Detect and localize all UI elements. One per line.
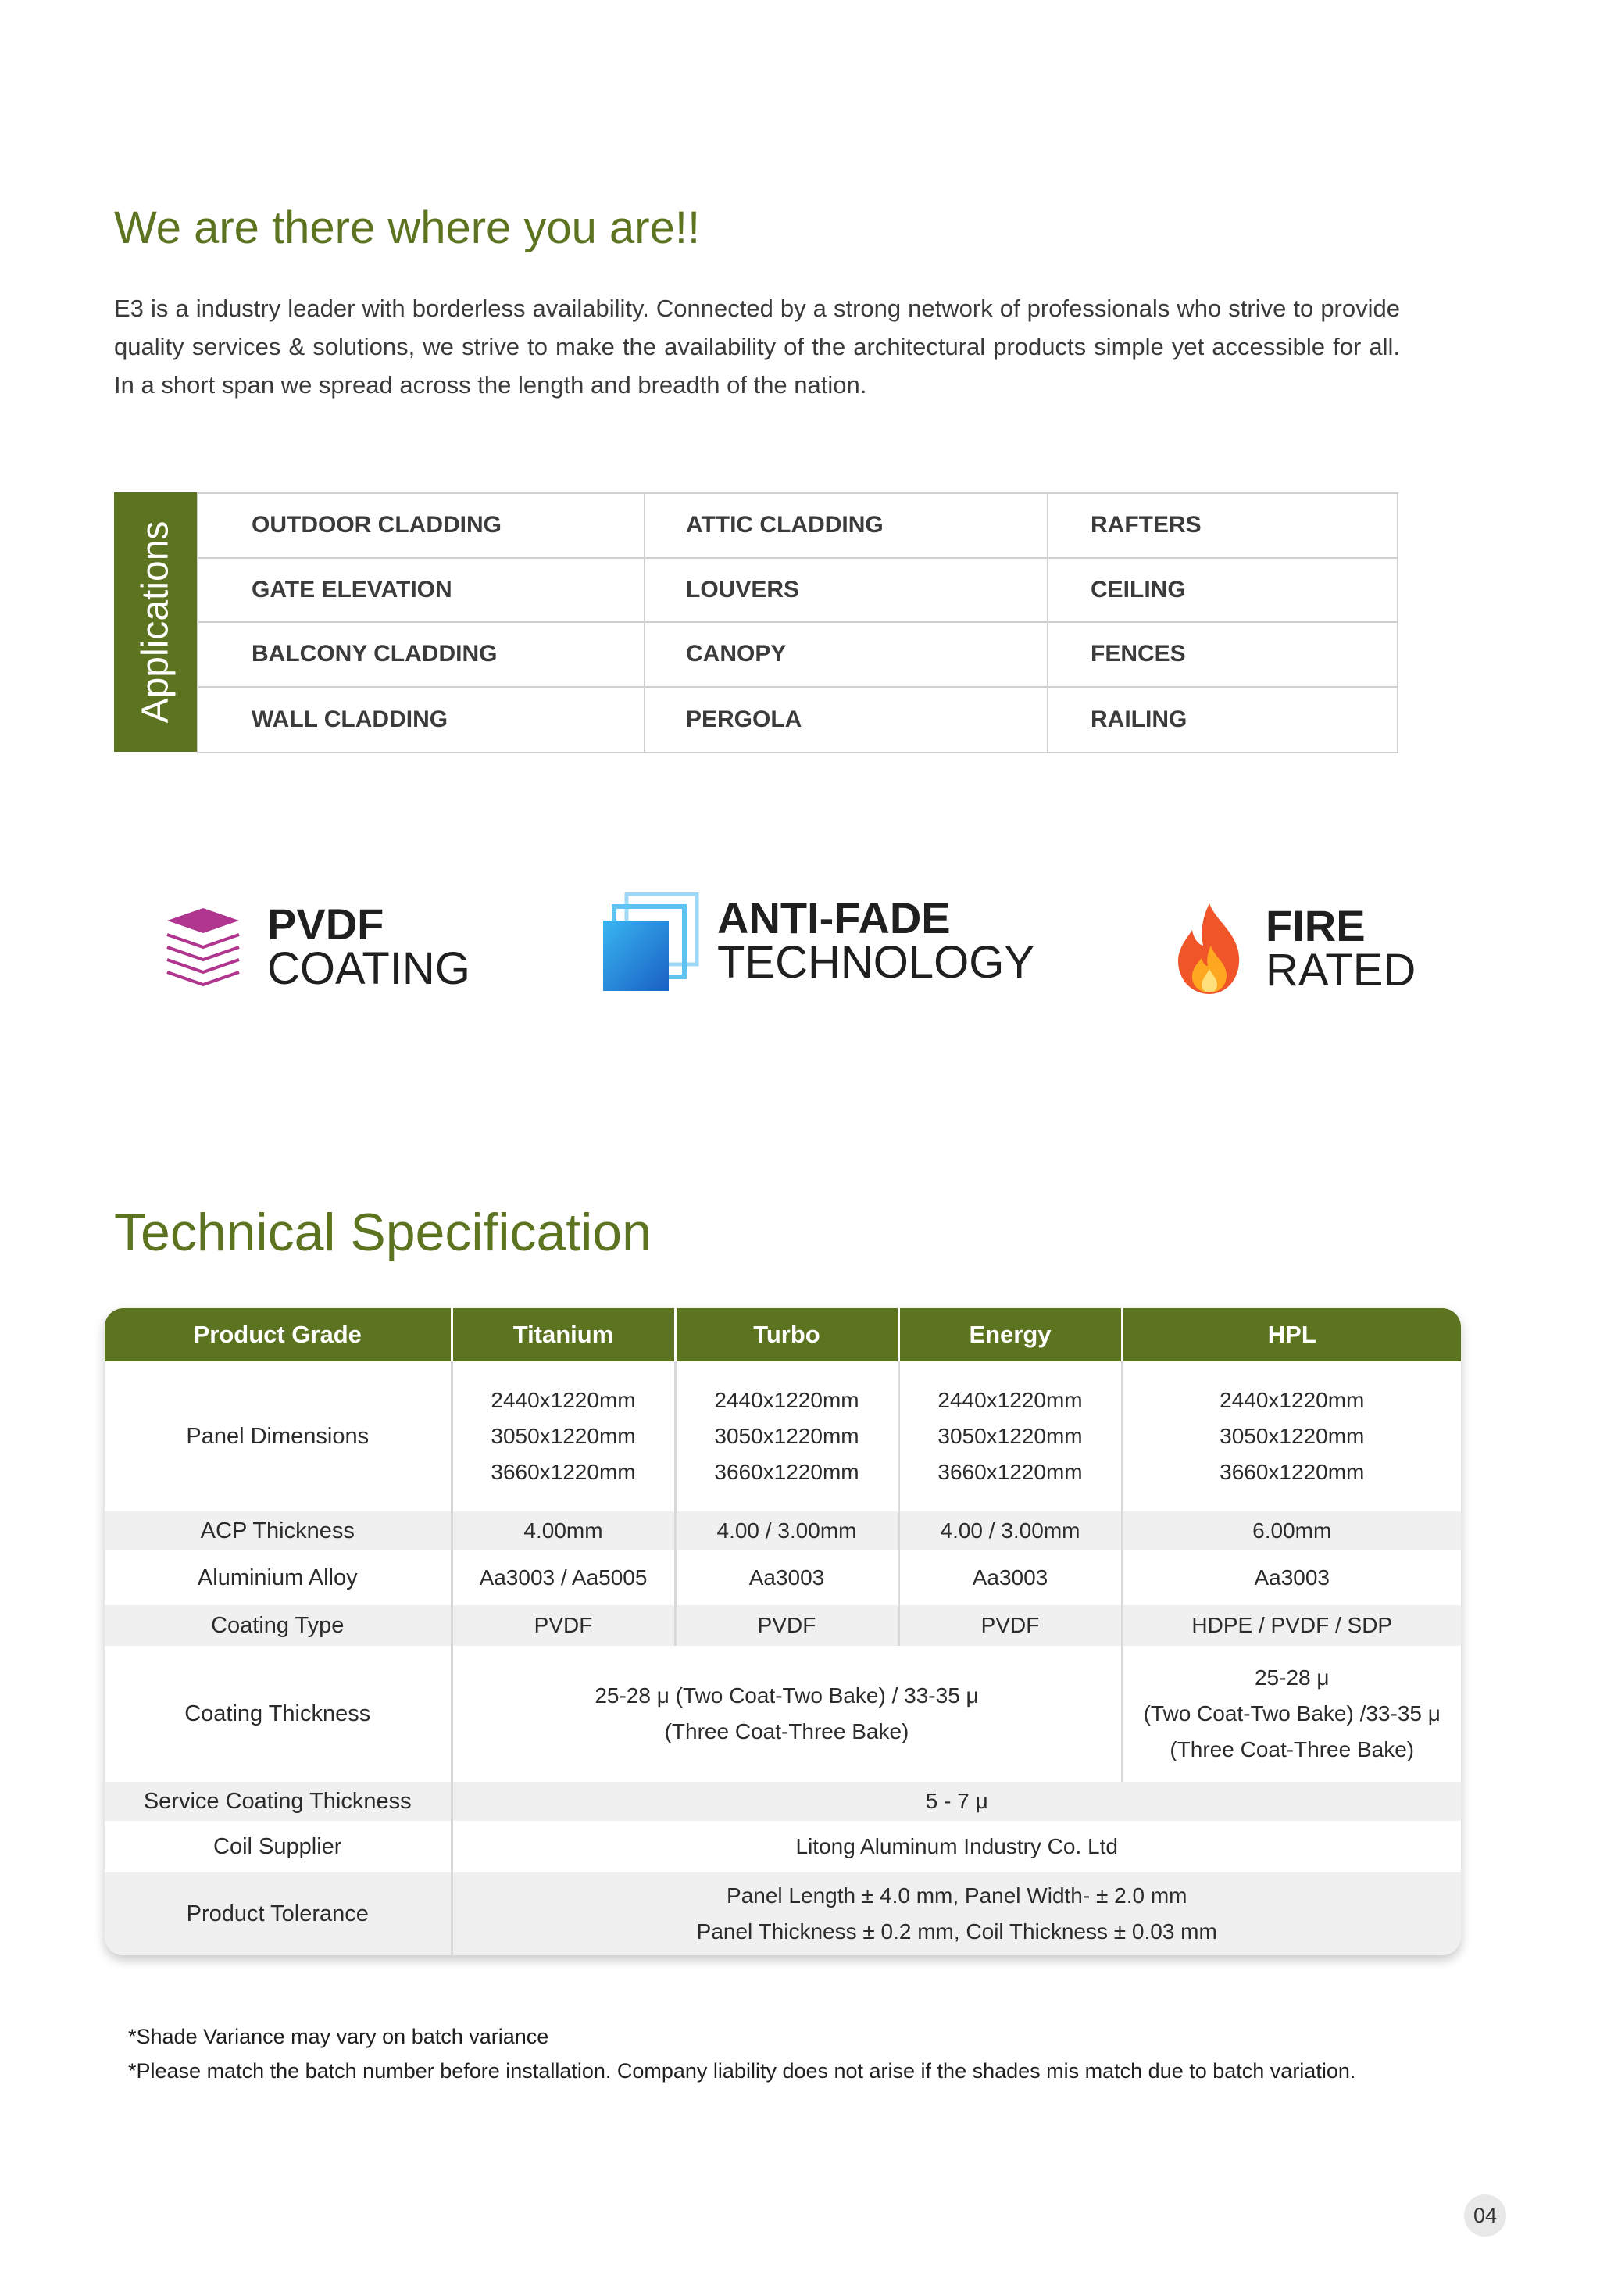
table-cell: Aa3003	[898, 1550, 1122, 1605]
table-row	[105, 1550, 1461, 1605]
section-title: Technical Specification	[114, 1203, 652, 1262]
table-cell: PVDF	[452, 1605, 675, 1646]
table-cell: PVDF	[675, 1605, 898, 1646]
applications-sidebar	[114, 492, 197, 752]
applications-table	[114, 492, 1397, 752]
table-cell	[1122, 1361, 1461, 1511]
application-item: CANOPY	[645, 623, 1048, 688]
table-header-row	[105, 1308, 1461, 1361]
table-cell	[898, 1361, 1122, 1511]
table-cell: Litong Aluminum Industry Co. Ltd	[795, 1834, 1118, 1858]
table-cell: Aa3003	[675, 1550, 898, 1605]
footnotes	[128, 2019, 1355, 2088]
table-row	[105, 1821, 1461, 1872]
dimension-value: 3660x1220mm	[714, 1460, 859, 1484]
coating-thickness-line: (Three Coat-Three Bake)	[664, 1719, 909, 1743]
column-header: Product Grade	[105, 1308, 452, 1361]
intro-paragraph: E3 is a industry leader with borderless availability. Connected by a strong network of professionals who strive to provide quality services & solutions, we strive to make the availability of the architectural products simple yet accessible for all. In a short span we spread across the length and breadth of the nation.	[114, 295, 1400, 399]
row-label: Coating Thickness	[105, 1646, 452, 1782]
coating-thickness-line: (Three Coat-Three Bake)	[1170, 1737, 1415, 1761]
layers-icon	[164, 907, 242, 989]
coating-thickness-line: (Two Coat-Two Bake) /33-35 μ	[1143, 1701, 1441, 1726]
application-item: OUTDOOR CLADDING	[198, 494, 645, 559]
dimension-value: 3660x1220mm	[1220, 1460, 1365, 1484]
dimension-value: 3050x1220mm	[491, 1424, 636, 1448]
application-item: FENCES	[1048, 623, 1397, 688]
row-label: ACP Thickness	[105, 1511, 452, 1550]
coating-thickness-line: 25-28 μ	[1254, 1665, 1330, 1690]
table-cell: 5 - 7 μ	[452, 1782, 1461, 1821]
table-row	[105, 1646, 1461, 1782]
row-label: Coil Supplier	[105, 1821, 452, 1872]
dimension-value: 2440x1220mm	[1220, 1388, 1365, 1412]
application-item: RAFTERS	[1048, 494, 1397, 559]
application-item: WALL CLADDING	[198, 688, 645, 753]
table-cell	[452, 1361, 675, 1511]
table-cell: 6.00mm	[1122, 1511, 1461, 1550]
application-item: GATE ELEVATION	[198, 559, 645, 624]
application-item: ATTIC CLADDING	[645, 494, 1048, 559]
table-row	[105, 1511, 1461, 1550]
table-cell: Aa3003 / Aa5005	[452, 1550, 675, 1605]
flame-icon	[1172, 902, 1247, 996]
application-item: PERGOLA	[645, 688, 1048, 753]
application-item: BALCONY CLADDING	[198, 623, 645, 688]
table-row	[105, 1605, 1461, 1646]
tolerance-line: Panel Length ± 4.0 mm, Panel Width- ± 2.0 mm	[727, 1883, 1188, 1908]
table-cell	[452, 1646, 1122, 1782]
row-label: Product Tolerance	[105, 1872, 452, 1955]
feature-subtitle: TECHNOLOGY	[717, 937, 1035, 988]
feature-title: ANTI-FADE	[717, 893, 951, 942]
page-number: 04	[1464, 2194, 1506, 2237]
column-header: HPL	[1122, 1308, 1461, 1361]
table-row	[105, 1361, 1461, 1511]
row-label: Panel Dimensions	[105, 1361, 452, 1511]
table-cell: 4.00mm	[452, 1511, 675, 1550]
table-cell: PVDF	[898, 1605, 1122, 1646]
application-item: CEILING	[1048, 559, 1397, 624]
dimension-value: 3660x1220mm	[938, 1460, 1083, 1484]
applications-grid	[197, 492, 1398, 753]
dimension-value: 3050x1220mm	[714, 1424, 859, 1448]
column-header: Turbo	[675, 1308, 898, 1361]
dimension-value: 2440x1220mm	[938, 1388, 1083, 1412]
dimension-value: 3050x1220mm	[938, 1424, 1083, 1448]
coating-thickness-line: 25-28 μ (Two Coat-Two Bake) / 33-35 μ	[595, 1683, 979, 1708]
overlapping-squares-icon	[602, 892, 700, 994]
dimension-value: 3050x1220mm	[1220, 1424, 1365, 1448]
footnote: *Please match the batch number before installation. Company liability does not arise if the shades mis match due to batch variation.	[128, 2059, 1356, 2083]
application-item: RAILING	[1091, 706, 1188, 732]
dimension-value: 2440x1220mm	[714, 1388, 859, 1412]
footnote: *Shade Variance may vary on batch variance	[128, 2025, 549, 2048]
table-cell	[1122, 1646, 1461, 1782]
table-cell: 4.00 / 3.00mm	[675, 1511, 898, 1550]
row-label: Aluminium Alloy	[105, 1550, 452, 1605]
table-row	[105, 1782, 1461, 1821]
table-cell	[675, 1361, 898, 1511]
table-cell: Aa3003	[1254, 1565, 1330, 1590]
feature-subtitle: COATING	[267, 943, 470, 994]
feature-title: PVDF	[267, 899, 384, 949]
table-cell: 4.00 / 3.00mm	[898, 1511, 1122, 1550]
tolerance-line: Panel Thickness ± 0.2 mm, Coil Thickness ± 0.03 mm	[696, 1919, 1217, 1944]
application-item: LOUVERS	[645, 559, 1048, 624]
feature-title: FIRE	[1266, 901, 1366, 950]
column-header: Titanium	[452, 1308, 675, 1361]
feature-subtitle: RATED	[1266, 945, 1416, 996]
table-cell	[452, 1872, 1461, 1955]
page-title: We are there where you are!!	[114, 202, 701, 253]
row-label: Service Coating Thickness	[105, 1782, 452, 1821]
feature-anti-fade	[602, 888, 1070, 997]
dimension-value: 2440x1220mm	[491, 1388, 636, 1412]
column-header: Energy	[898, 1308, 1122, 1361]
feature-pvdf	[164, 891, 492, 1000]
applications-label: Applications	[134, 520, 177, 724]
table-row	[105, 1872, 1461, 1955]
spec-table	[105, 1308, 1461, 1955]
row-label: Coating Type	[105, 1605, 452, 1646]
feature-fire-rated	[1172, 891, 1500, 1000]
table-cell: HDPE / PVDF / SDP	[1122, 1605, 1461, 1646]
dimension-value: 3660x1220mm	[491, 1460, 636, 1484]
